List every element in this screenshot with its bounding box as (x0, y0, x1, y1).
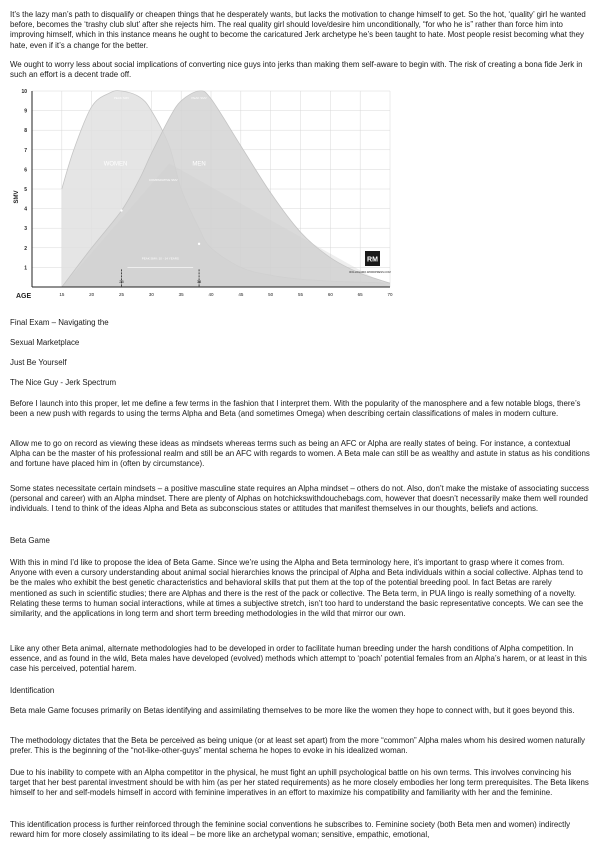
heading-just-be-yourself: Just Be Yourself (10, 358, 67, 367)
series-label-men: MEN (192, 161, 206, 168)
y-tick-label-5: 5 (24, 187, 27, 193)
paragraph-intro-1: It’s the lazy man’s path to disqualify or cheapen things that he desperately wants, but lacks the motivation to change himself to get. So the hot, ‘quality’ girl he wanted before, becomes the ‘trashy club slut’ after she rejects him. The real quality girl should love/desire him unconditionally, “for who he is” rather than force him into improving himself, which in this instance means he ought to become the caricatured Jerk archetype he’s been taught to hate. Most people resist becoming what they hate, even if it’s a change for the better. (10, 10, 586, 50)
paragraph-definitions: Before I launch into this proper, let me define a few terms in the fashion that I interpret them. With the popularity of the manosphere and a few notable blogs, there’s been a new push with regards to using the terms Alpha and Beta (and sometimes Omega) when describing certain classifications of males in modern culture. (10, 399, 581, 419)
paragraph-beta-game-2: Like any other Beta animal, alternate methodologies had to be developed in order to facilitate human breeding under the harsh conditions of Alpha competition. In essence, and as found in the wild, Beta males have developed (evolved) methods which attempt to ‘poach’ potential females from an Alpha’s harem, or at least in this case his perceived, potential harem. (10, 644, 587, 674)
y-tick-label-1: 1 (24, 265, 27, 272)
marker-dot-25 (120, 209, 122, 211)
paragraph-identification-3: Due to his inability to compete with an Alpha competitor in the physical, he must fight an uphill psychological battle on his own terms. This involves convincing his target that her best parental investment should be with him (as per her stated requirements) as he more closely embodies her long term prerequisites. The Beta likens himself to her and self-models himself in accord with feminine imperatives in an effort to maximize his compatibility and familiarity with her and the feminine. (10, 768, 589, 798)
y-tick-label-6: 6 (24, 167, 27, 174)
paragraph-mindsets: Allow me to go on record as viewing these ideas as mindsets whereas terms such as being an AFC or Alpha are really states of being. For instance, a contextual Alpha can be the master of his professional realm and still be an AFC with regards to women. A Beta male can still be as wealthy and astute in status as his conditions and fortune have placed him in (often by circumstance). (10, 439, 590, 469)
y-tick-label-4: 4 (24, 206, 27, 213)
paragraph-states: Some states necessitate certain mindsets – a positive masculine state requires an Alpha mindset – others do not. Also, don’t make the mistake of associating success (personal and career) with an Alpha mindset. There are plenty of Alphas on hotchickswithdouchebags.com, however that doesn’t necessarily make them well rounded individuals. I tend to think of the ideas Alpha and Beta as subconscious states or attitudes that manifest themselves in our thoughts, beliefs and actions. (10, 484, 589, 514)
y-tick-label-9: 9 (24, 108, 27, 115)
x-tick-label-60: 60 (327, 292, 333, 297)
paragraph-intro-2: We ought to worry less about social implications of converting nice guys into jerks than making them self-aware to begin with. The risk of creating a bona fide Jerk in such an effort is a decent trade off. (10, 60, 583, 80)
x-tick-label-40: 40 (208, 292, 214, 297)
y-tick-label-3: 3 (24, 226, 27, 233)
annotation-men-peak: PEAK SMV (191, 95, 207, 100)
y-tick-label-7: 7 (24, 147, 27, 154)
x-tick-label-20: 20 (89, 292, 95, 297)
heading-identification: Identification (10, 686, 55, 695)
x-tick-label-50: 50 (268, 292, 274, 297)
x-tick-label-30: 30 (148, 292, 154, 297)
x-tick-label-55: 55 (297, 292, 304, 297)
y-tick-label-8: 8 (24, 128, 27, 135)
x-tick-label-25: 25 (118, 292, 125, 297)
paragraph-beta-game-1: With this in mind I’d like to propose the idea of Beta Game. Since we’re using the Alpha and Beta terminology here, it’s important to grasp where it comes from. Anyone with even a cursory understanding about animal social hierarchies knows the principal of Alpha and Beta individuals within a social collective. Alphas tend to be the males who exhibit the best genetic characteristics and behavioral skills that put them at the top of the potential breeding pool. In fact Betas are rarely mentioned as such in scientific studies; there are Alphas and there is the rest of the pack or collective. The Beta term, in PUA lingo is really something of a novelty. Relating these terms to human social interactions, while at times a subjective stretch, isn’t too hard to understand the basic representative concepts. We can see the similarity, and the applications in long term and short term breeding methodologies in the wild that mirror our own. (10, 558, 584, 619)
paragraph-identification-2: The methodology dictates that the Beta be perceived as being unique (or at least set apart) from the more “common” Alpha males whom his desired women naturally prefer. This is the beginning of the “not-like-other-guys” mental schema he hopes to evoke in his idealized woman. (10, 736, 585, 756)
x-axis-title: AGE (16, 293, 32, 300)
annotation-span: PEAK SMV: 10 - 14 YEARS (141, 256, 179, 261)
x-tick-label-65: 65 (357, 292, 363, 297)
smv-chart (10, 87, 400, 309)
marker-label-25: 25 (119, 279, 124, 284)
heading-nice-guy-jerk: The Nice Guy - Jerk Spectrum (10, 378, 117, 387)
x-tick-label-70: 70 (387, 292, 393, 297)
paragraph-identification-1: Beta male Game focuses primarily on Betas identifying and assimilating themselves to be more like the women they hope to connect with, but it goes beyond this. (10, 706, 575, 715)
annotation-crossover: COMPARATIVE SMV (148, 178, 178, 183)
paragraph-identification-4: This identification process is further reinforced through the feminine social conventions he subscribes to. Feminine society (both Beta men and women) indirectly reward him for more closely assimilating to its ideal – be more like an archetypal woman; sensitive, empathic, emotional, (10, 820, 571, 840)
logo-credit: ROLLOGAMO.WORDPRESS.COM (349, 271, 391, 274)
series-label-women: WOMEN (103, 161, 128, 168)
x-tick-label-15: 15 (59, 292, 65, 297)
marker-label-38: 38 (196, 279, 202, 284)
y-tick-label-10: 10 (21, 89, 27, 95)
heading-final-exam: Final Exam – Navigating the (10, 318, 109, 327)
logo-text: RM (367, 256, 378, 264)
x-tick-label-35: 35 (178, 292, 184, 297)
heading-sexual-marketplace: Sexual Marketplace (10, 338, 80, 347)
y-tick-label-2: 2 (24, 245, 27, 252)
annotation-women-peak: PEAK SMV (113, 95, 130, 100)
x-tick-label-45: 45 (238, 292, 244, 297)
y-axis-title: SMV (14, 190, 20, 204)
marker-dot-38 (198, 243, 200, 245)
heading-beta-game: Beta Game (10, 536, 50, 545)
